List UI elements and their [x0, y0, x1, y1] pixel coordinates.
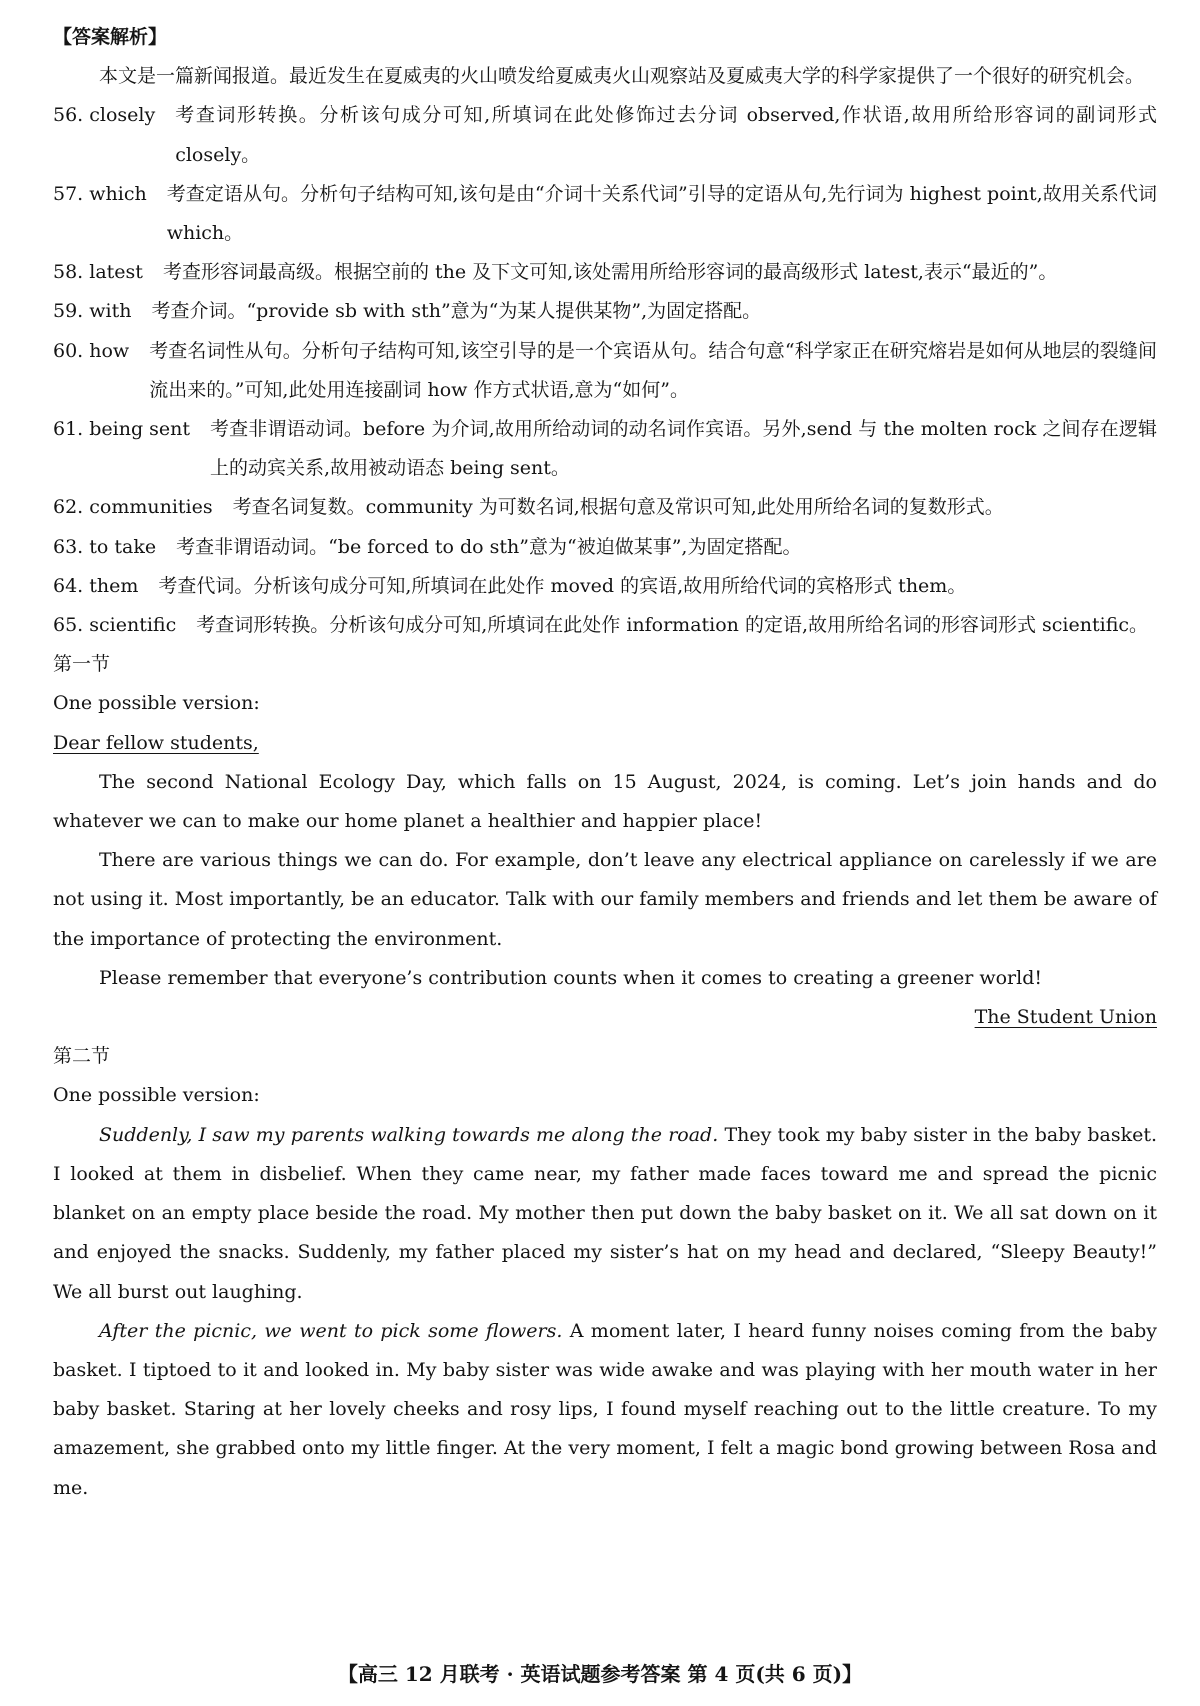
answer-number: 56. closely	[53, 104, 156, 127]
passage-summary: 本文是一篇新闻报道。最近发生在夏威夷的火山喷发给夏威夷火山观察站及夏威夷大学的科学家提供了一个很好的研究机会。	[99, 65, 1145, 88]
answer-item	[53, 528, 1157, 567]
answer-explanation: 考查名词性从句。分析句子结构可知,该空引导的是一个宾语从句。结合句意“科学家正在研究熔岩是如何从地层的裂缝间流出来的。”可知,此处用连接副词 how 作方式状语,意为“如何”。	[149, 339, 1157, 401]
answer-explanation: 考查介词。“provide sb with sth”意为“为某人提供某物”,为固定搭配。	[151, 300, 762, 323]
answer-item	[53, 606, 1157, 645]
answer-list	[53, 96, 1157, 645]
answer-number: 63. to take	[53, 535, 157, 558]
paragraph-opening: After the picnic, we went to pick some flowers.	[99, 1319, 563, 1342]
answer-explanation: 考查名词复数。community 为可数名词,根据句意及常识可知,此处用所给名词的复数形式。	[232, 496, 1004, 519]
answer-explanation: 考查词形转换。分析该句成分可知,所填词在此处作 information 的定语,故用所给名词的形容词形式 scientific。	[196, 614, 1149, 637]
letter-paragraph: The second National Ecology Day, which falls on 15 August, 2024, is coming. Let’s join hands and do whatever we can to make our home planet a healthier and happier place!	[53, 770, 1157, 833]
answer-number: 59. with	[53, 300, 132, 323]
version-label: One possible version:	[53, 692, 260, 715]
letter-greeting: Dear fellow students,	[53, 731, 259, 754]
answer-explanation: 考查非谓语动词。before 为介词,故用所给动词的动名词作宾语。另外,send 与 the molten rock 之间存在逻辑上的动宾关系,故用被动语态 being sent。	[210, 418, 1157, 480]
answer-explanation: 考查定语从句。分析句子结构可知,该句是由“介词十关系代词”引导的定语从句,先行词为 highest point,故用关系代词 which。	[166, 182, 1157, 245]
answer-item	[53, 488, 1157, 527]
answer-item	[53, 292, 1157, 331]
answer-explanation: 考查形容词最高级。根据空前的 the 及下文可知,该处需用所给形容词的最高级形式 latest,表示“最近的”。	[162, 261, 1058, 284]
answer-number: 61. being sent	[53, 418, 191, 441]
answer-item	[53, 332, 1157, 410]
paragraph-continuation: They took my baby sister in the baby basket. I looked at them in disbelief. When they came near, my father made faces toward me and spread the picnic blanket on an empty place beside the road. My mother then put down the baby basket on it. We all sat down on it and enjoyed the snacks. Suddenly, my father placed my sister’s hat on my head and declared, “Sleepy Beauty!” We all burst out laughing.	[53, 1123, 1158, 1303]
answer-number: 65. scientific	[53, 614, 177, 637]
paragraph-continuation: A moment later, I heard funny noises coming from the baby basket. I tiptoed to it and looked in. My baby sister was wide awake and was playing with her mouth water in her baby basket. Staring at her lovely cheeks and rosy lips, I found myself reaching out to the little creature. To my amazement, she grabbed onto my little finger. At the very moment, I felt a magic bond growing between Rosa and me.	[53, 1319, 1157, 1499]
story-paragraph	[53, 1312, 1157, 1508]
answer-item	[53, 175, 1157, 253]
answer-explanation: 考查非谓语动词。“be forced to do sth”意为“被迫做某事”,为固定搭配。	[176, 535, 802, 558]
answer-item	[53, 567, 1157, 606]
story-paragraph	[53, 1116, 1157, 1312]
letter-paragraph: Please remember that everyone’s contribution counts when it comes to creating a greener world!	[99, 966, 1043, 989]
letter-paragraph: There are various things we can do. For example, don’t leave any electrical appliance on carelessly if we are not using it. Most importantly, be an educator. Talk with our family members and friends and let them be aware of the importance of protecting the environment.	[53, 849, 1157, 950]
answer-number: 64. them	[53, 574, 139, 597]
answer-explanation: 考查代词。分析该句成分可知,所填词在此处作 moved 的宾语,故用所给代词的宾格形式 them。	[158, 574, 967, 597]
answer-item	[53, 253, 1157, 292]
answer-content	[53, 18, 1157, 1508]
page-footer: 【高三 12 月联考 · 英语试题参考答案 第 4 页(共 6 页)】	[337, 1662, 863, 1686]
paragraph-opening: Suddenly, I saw my parents walking towards me along the road.	[99, 1123, 719, 1146]
section-title: 第二节	[53, 1045, 111, 1068]
answer-item	[53, 410, 1157, 488]
answer-explanation: 考查词形转换。分析该句成分可知,所填词在此处修饰过去分词 observed,作状语,故用所给形容词的副词形式 closely。	[175, 104, 1157, 166]
answer-analysis-header: 【答案解析】	[53, 26, 168, 48]
answer-number: 62. communities	[53, 496, 213, 519]
answer-number: 58. latest	[53, 261, 143, 284]
writing-section-two	[53, 1037, 1157, 1507]
version-label: One possible version:	[53, 1084, 260, 1107]
answer-number: 60. how	[53, 339, 130, 362]
letter-signature: The Student Union	[974, 1006, 1157, 1029]
answer-number: 57. which	[53, 182, 147, 205]
section-title: 第一节	[53, 653, 111, 676]
writing-section-one	[53, 645, 1157, 1037]
answer-item	[53, 96, 1157, 174]
